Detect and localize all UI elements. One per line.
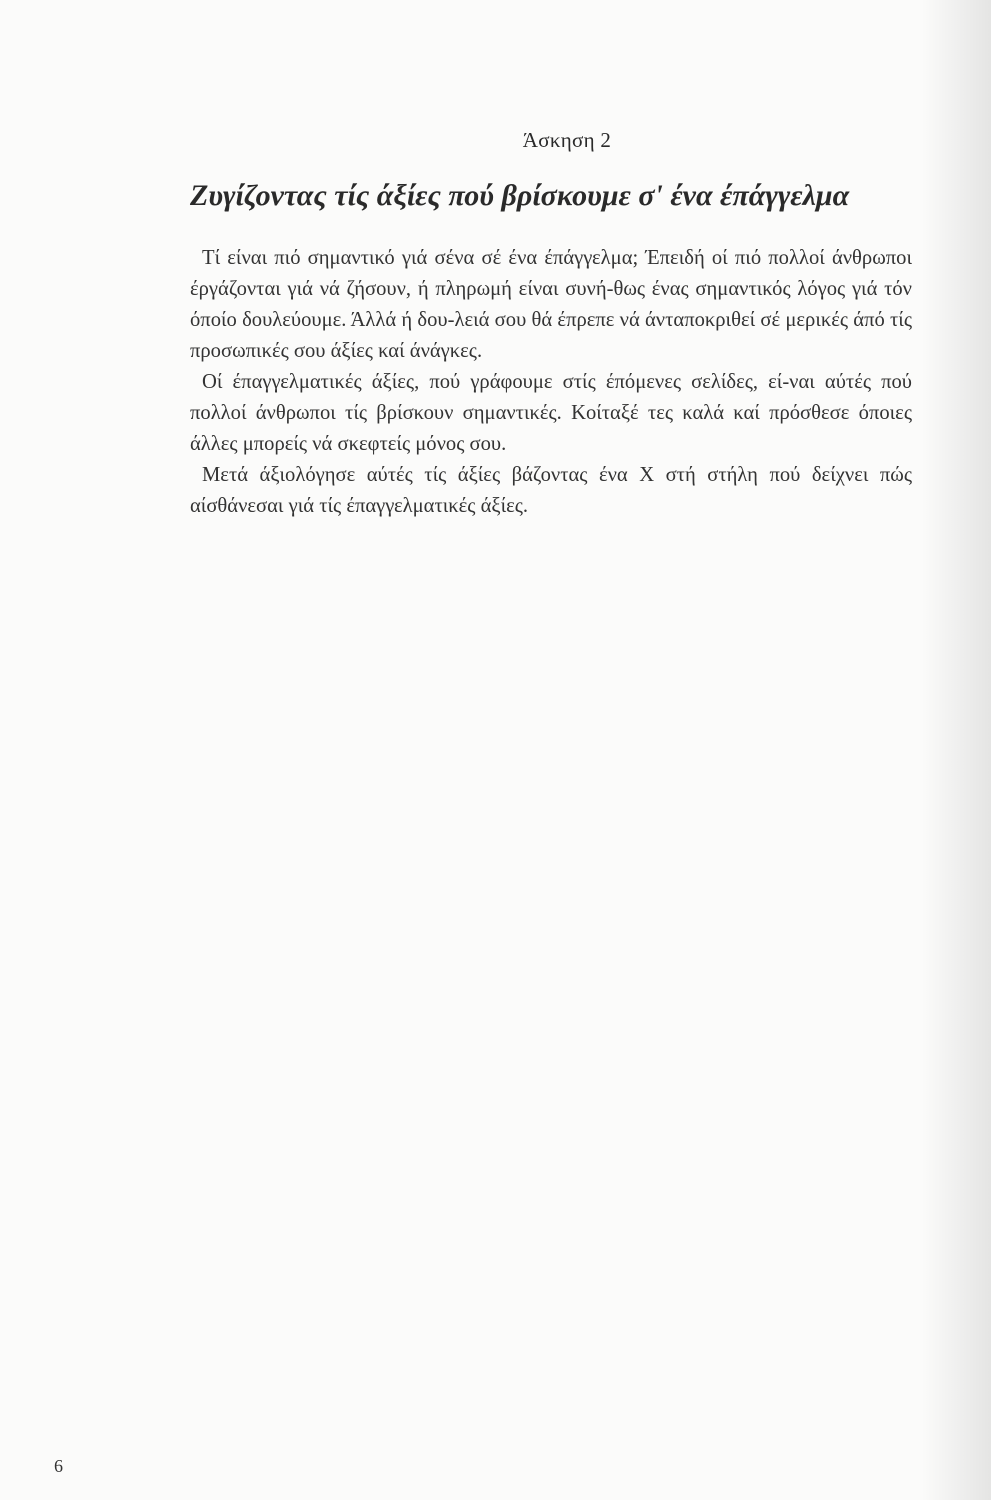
page-edge-shadow	[921, 0, 991, 1500]
page-title: Ζυγίζοντας τίς άξίες πού βρίσκουμε σ' ένα έπάγγελμα	[190, 179, 850, 212]
paragraph-intro: Τί είναι πιό σημαντικό γιά σένα σέ ένα έπάγγελμα; Έπειδή οί πιό πολλοί άνθρωποι έργάζονται γιά νά ζήσουν, ή πληρωμή είναι συνή-θως ένας σημαντικός λόγος γιά τόν όποίο δουλεύουμε. Άλλά ή δου-λειά σου θά έπρεπε νά άνταποκριθεί σέ μερικές άπό τίς προσωπικές σου άξίες καί άνάγκες.	[190, 247, 912, 362]
paragraph-values: Οί έπαγγελματικές άξίες, πού γράφουμε στίς έπόμενες σελίδες, εί-ναι αύτές πού πολλοί άνθρωποι τίς βρίσκουν σημαντικές. Κοίταξέ τες καλά καί πρόσθεσε όποιες άλλες μπορείς νά σκεφτείς μόνος σου.	[190, 371, 912, 455]
page-number: 6	[54, 1456, 63, 1476]
body-text	[190, 243, 912, 522]
exercise-label: Άσκηση 2	[522, 128, 612, 152]
paragraph-instructions: Μετά άξιολόγησε αύτές τίς άξίες βάζοντας ένα Χ στή στήλη πού δείχνει πώς αίσθάνεσαι γιά τίς έπαγγελματικές άξίες.	[190, 464, 912, 517]
page-content	[190, 128, 912, 522]
